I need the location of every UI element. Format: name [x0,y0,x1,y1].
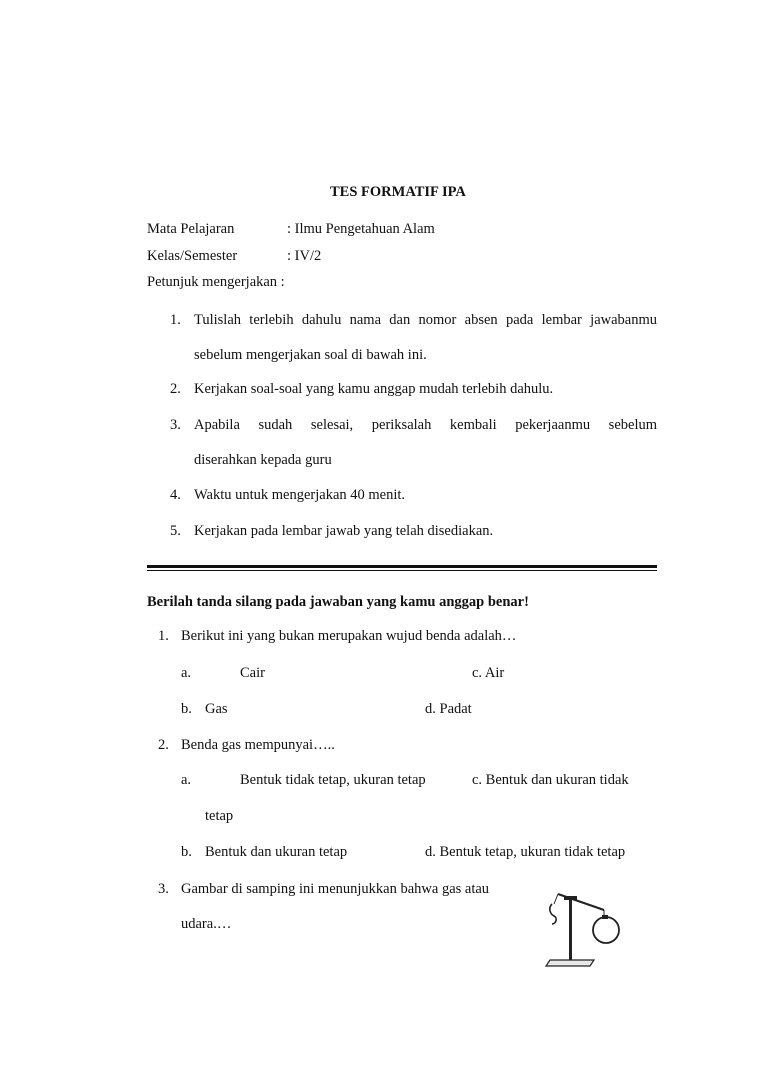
option-text: d. Padat [425,701,472,717]
subject-label: Mata Pelajaran [147,221,235,237]
instruction-text: Apabila sudah selesai, periksalah kembali pekerjaanmu sebelum [194,417,657,433]
option-text: c. Air [472,665,505,681]
air-ball [593,917,619,943]
question-text: Gambar di samping ini menunjukkan bahwa gas atau [181,881,490,897]
stand-base [546,960,594,966]
instruction-text: Kerjakan pada lembar jawab yang telah disediakan. [194,523,494,539]
option-text: Gas [205,701,228,717]
option-label: b. [181,701,192,717]
option-label: b. [181,844,192,860]
question-text: Berikut ini yang bukan merupakan wujud benda adalah… [181,628,517,644]
option-text: Bentuk tidak tetap, ukuran tetap [240,772,426,788]
question-number: 2. [158,737,169,753]
option-text: Cair [240,665,265,681]
instruction-text: Waktu untuk mengerjakan 40 menit. [194,487,406,503]
left-string [554,894,558,904]
option-label: a. [181,665,192,681]
stand-pole [569,898,572,960]
balance-beam [558,894,604,910]
divider-thin [147,570,657,571]
subject-value: : Ilmu Pengetahuan Alam [287,221,435,237]
section-heading: Berilah tanda silang pada jawaban yang kamu anggap benar! [147,594,529,610]
class-value: : IV/2 [287,248,322,264]
class-label: Kelas/Semester [147,248,238,264]
question-number: 3. [158,881,169,897]
option-text-cont: tetap [205,808,234,824]
instruction-text: Tulislah terlebih dahulu nama dan nomor absen pada lembar jawabanmu [194,312,657,328]
instruction-number: 4. [170,487,181,503]
instruction-text: Kerjakan soal-soal yang kamu anggap mudah terlebih dahulu. [194,381,554,397]
divider-thick [147,565,657,568]
option-label: a. [181,772,192,788]
instructions-label: Petunjuk mengerjakan : [147,274,285,290]
instruction-number: 5. [170,523,181,539]
instruction-number: 1. [170,312,181,328]
option-text: d. Bentuk tetap, ukuran tidak tetap [425,844,626,860]
instruction-number: 2. [170,381,181,397]
option-text: Bentuk dan ukuran tetap [205,844,348,860]
question-text: Benda gas mempunyai….. [181,737,335,753]
instruction-number: 3. [170,417,181,433]
balance-illustration [538,884,628,970]
option-text: c. Bentuk dan ukuran tidak [472,772,629,788]
left-hanging-object [550,904,556,924]
question-text-cont: udara.… [181,916,232,932]
page-title: TES FORMATIF IPA [330,184,466,200]
question-number: 1. [158,628,169,644]
instruction-text-cont: sebelum mengerjakan soal di bawah ini. [194,347,427,363]
instruction-text-cont: diserahkan kepada guru [194,452,332,468]
ball-valve [602,915,608,919]
